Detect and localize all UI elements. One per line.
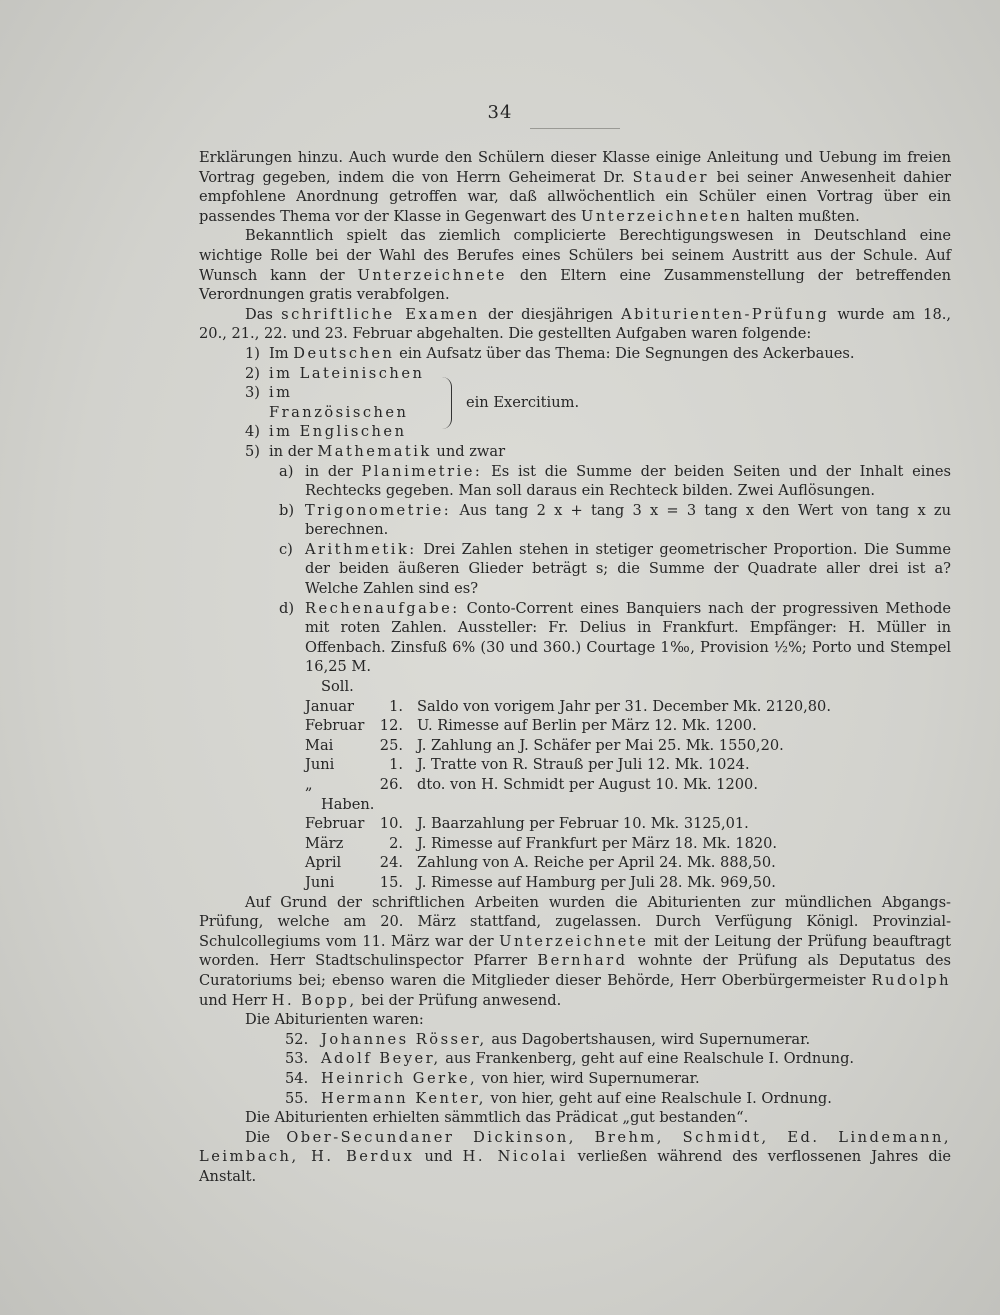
abiturient-number: 53. (285, 1050, 309, 1068)
abiturient-number: 52. (285, 1030, 309, 1048)
exercitium-note: ein Exercitium. (466, 393, 580, 411)
name-stauder: Stauder (632, 168, 709, 186)
abiturient-number: 55. (285, 1089, 309, 1107)
task-item: 1) Im Deutschen ein Aufsatz über das Thema: Die Segnungen des Ackerbaues. (245, 344, 855, 362)
ledger-month: April (305, 854, 342, 872)
ledger-text: dto. von H. Schmidt per August 10. Mk. 1200. (417, 776, 758, 793)
ledger-day: 15. (379, 873, 403, 891)
ledger-month: Juni (305, 873, 335, 891)
praedikat-line: Die Abiturienten erhielten sämmtlich das Prädicat „gut bestanden“. (245, 1109, 749, 1127)
ledger-day: 24. (379, 854, 403, 872)
ledger-day: 1. (389, 756, 403, 774)
ledger-text: Zahlung von A. Reiche per April 24. Mk. 888,50. (417, 854, 776, 872)
abiturient-details: aus Dagobertshausen, wird Supernumerar. (491, 1030, 811, 1048)
ledger-month: Juni (305, 756, 335, 774)
abiturient-details: von hier, geht auf eine Realschule I. Ordnung. (490, 1089, 832, 1107)
task-item: 2) im Lateinischen (245, 364, 425, 382)
ledger-month: „ (305, 776, 313, 793)
ledger-month: Mai (305, 736, 334, 754)
abiturient-name: Adolf Beyer, (321, 1050, 441, 1068)
header-rule (530, 128, 620, 129)
ledger-text: J. Rimesse auf Frankfurt per März 18. Mk. 1820. (417, 834, 778, 852)
ledger-text: J. Baarzahlung per Februar 10. Mk. 3125,01. (417, 815, 749, 833)
page-number: 34 (487, 102, 513, 123)
abiturient-entry (199, 1049, 951, 1069)
ledger-day: 26. (379, 776, 403, 793)
subtask-c: c) Arithmetik: Drei Zahlen stehen in stetiger geometrischer Proportion. Die Summe der beiden äußeren Glieder beträgt s; die Summe der Quadrate aller drei ist a? Welche Zahlen sind es? (279, 540, 951, 598)
task-list (199, 344, 951, 462)
page-body (199, 148, 951, 1186)
haben-table (305, 814, 777, 892)
subtask-b: b) Trigonometrie: Aus tang 2 x + tang 3 x = 3 tang x den Wert von tang x zu berechnen. (279, 501, 952, 539)
ledger-text: J. Zahlung an J. Schäfer per Mai 25. Mk. 1550,20. (417, 736, 784, 754)
paragraph-abgang: Die Ober-Secundaner Dickinson, Brehm, Schmidt, Ed. Lindemann, Leimbach, H. Berdux und H. Nicolai verließen während des verflossenen Jahres die Anstalt. (199, 1128, 952, 1185)
curly-brace (439, 377, 452, 429)
abiturienten-intro: Die Abiturienten waren: (245, 1011, 424, 1029)
language-tasks (245, 364, 951, 442)
ledger-text: U. Rimesse auf Berlin per März 12. Mk. 1200. (417, 717, 757, 735)
ledger-text: J. Rimesse auf Hamburg per Juli 28. Mk. 969,50. (417, 873, 776, 891)
ledger-row (305, 873, 777, 893)
ledger-month: März (305, 834, 344, 852)
ledger-row (305, 834, 777, 854)
ledger-text: J. Tratte von R. Strauß per Juli 12. Mk. 1024. (417, 756, 750, 774)
abiturient-name: Hermann Kenter, (321, 1089, 486, 1107)
ledger-day: 25. (379, 736, 403, 754)
subtask-d: d) Rechenaufgabe: Conto-Corrent eines Banquiers nach der progressiven Methode mit roten Zahlen. Aussteller: Fr. Delius in Frankfurt. Empfänger: H. Müller in Offenbach. Zinsfuß 6% (30 und 360.) Courtage 1‰, Provision ½%; Porto und Stempel 16,25 M. (279, 599, 951, 676)
paragraph-muendliche-pruefung: Auf Grund der schriftlichen Arbeiten wurden die Abiturienten zur mündlichen Abgangs-Prüfung, welche am 20. März stattfand, zugelassen. Durch Verfügung Königl. Provinzial-Schulcollegiums vom 11. März war der Unterzeichnete mit der Leitung der Prüfung beauftragt worden. Herr Stadtschulinspector Pfarrer Bernhard wohnte der Prüfung als Deputatus des Curatoriums bei; ebenso waren die Mitglieder dieser Behörde, Herr Oberbürgermeister Rudolph und Herr H. Bopp, bei der Prüfung anwesend. (199, 893, 952, 1009)
haben-heading: Haben. (321, 795, 375, 813)
ledger-day: 2. (389, 834, 403, 852)
ledger-row (305, 716, 831, 736)
task-item: 4) im Englischen (245, 423, 407, 441)
abiturienten-list (199, 1030, 951, 1108)
abiturient-details: aus Frankenberg, geht auf eine Realschule I. Ordnung. (445, 1050, 855, 1068)
abiturient-details: von hier, wird Supernumerar. (481, 1069, 700, 1087)
abiturient-entry (199, 1069, 951, 1089)
ledger-row (305, 853, 777, 873)
ledger-month: Februar (305, 815, 365, 833)
ledger-day: 10. (379, 815, 403, 833)
ledger-row (305, 755, 831, 775)
abiturient-name: Heinrich Gerke, (321, 1069, 478, 1087)
ledger-text: Saldo von vorigem Jahr per 31. December Mk. 2120,80. (417, 697, 831, 715)
soll-heading: Soll. (321, 678, 354, 696)
ledger-month: Februar (305, 717, 365, 735)
ledger-row (305, 814, 777, 834)
soll-table (305, 697, 831, 795)
ledger-row (305, 775, 831, 795)
abiturient-number: 54. (285, 1069, 309, 1087)
ledger-day: 12. (379, 717, 403, 735)
paragraph-examen: Das schriftliche Examen der diesjährigen Abiturienten-Prüfung wurde am 18., 20., 21., 22. und 23. Februar abgehalten. Die gestellten Aufgaben waren folgende: (199, 305, 952, 343)
abiturient-name: Johannes Rösser, (321, 1030, 487, 1048)
paragraph-berechtigung: Bekanntlich spielt das ziemlich complicierte Berechtigungswesen in Deutschland eine wichtige Rolle bei der Wahl des Berufes eines Schülers bei seinem Austritt aus der Schule. Auf Wunsch kann der Unterzeichnete den Eltern eine Zusammenstellung der betreffenden Verordnungen gratis verabfolgen. (199, 227, 951, 304)
ledger-row (305, 736, 831, 756)
abiturient-entry (199, 1089, 951, 1109)
subtask-a: a) in der Planimetrie: Es ist die Summe der beiden Seiten und der Inhalt eines Rechtecks gegeben. Man soll daraus ein Rechteck bilden. Zwei Auflösungen. (279, 462, 951, 500)
ledger-day: 1. (389, 697, 403, 715)
paragraph-vortrag: Erklärungen hinzu. Auch wurde den Schülern dieser Klasse einige Anleitung und Uebung im freien Vortrag gegeben, indem die von Herrn Geheimerat Dr. Stauder bei seiner Anwesenheit dahier empfohlene Anordnung getroffen war, daß allwöchentlich ein Schüler einen Vortrag über ein passendes Thema vor der Klasse in Gegenwart des Unterzeichneten halten mußten. (199, 149, 952, 225)
abiturient-entry (199, 1030, 951, 1050)
task-item: 5) in der Mathematik und zwar (245, 442, 506, 460)
ledger-row (305, 697, 831, 717)
ledger-month: Januar (305, 697, 355, 715)
task-item: 3) im Französischen (245, 384, 409, 421)
